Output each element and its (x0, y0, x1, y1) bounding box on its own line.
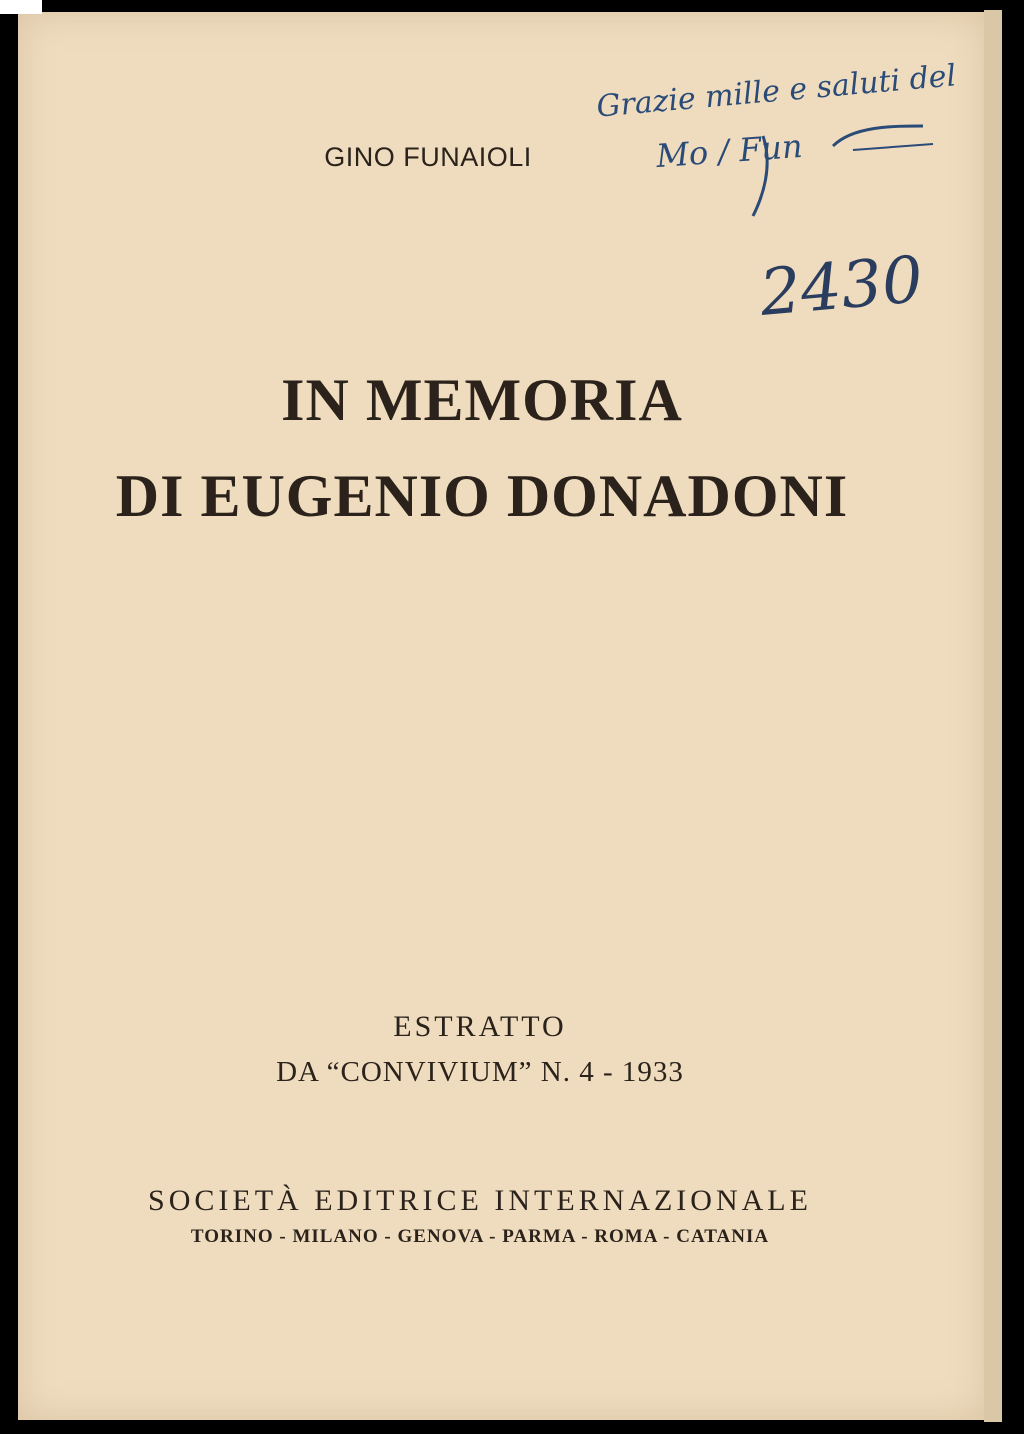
page-edge (984, 10, 1002, 1422)
handwritten-signature-strokes (603, 66, 963, 226)
title-line-2: DI EUGENIO DONADONI (115, 463, 849, 529)
handwritten-dedication-line-1: Grazie mille e saluti del (595, 58, 958, 125)
corner-mark (0, 0, 42, 14)
title-line-1: IN MEMORIA (281, 367, 683, 433)
publisher-cities: TORINO - MILANO - GENOVA - PARMA - ROMA - CATANIA (190, 1226, 770, 1247)
extract-label: ESTRATTO (393, 1010, 567, 1043)
handwritten-dedication-line-2: Mo / Fun (654, 126, 804, 176)
source-reference: DA “CONVIVIUM” N. 4 - 1933 (276, 1056, 684, 1088)
document-page (18, 12, 986, 1420)
author-name: GINO FUNAIOLI (324, 142, 532, 172)
handwritten-catalog-number: 2430 (757, 243, 926, 331)
publisher-name: SOCIETÀ EDITRICE INTERNAZIONALE (148, 1184, 812, 1217)
